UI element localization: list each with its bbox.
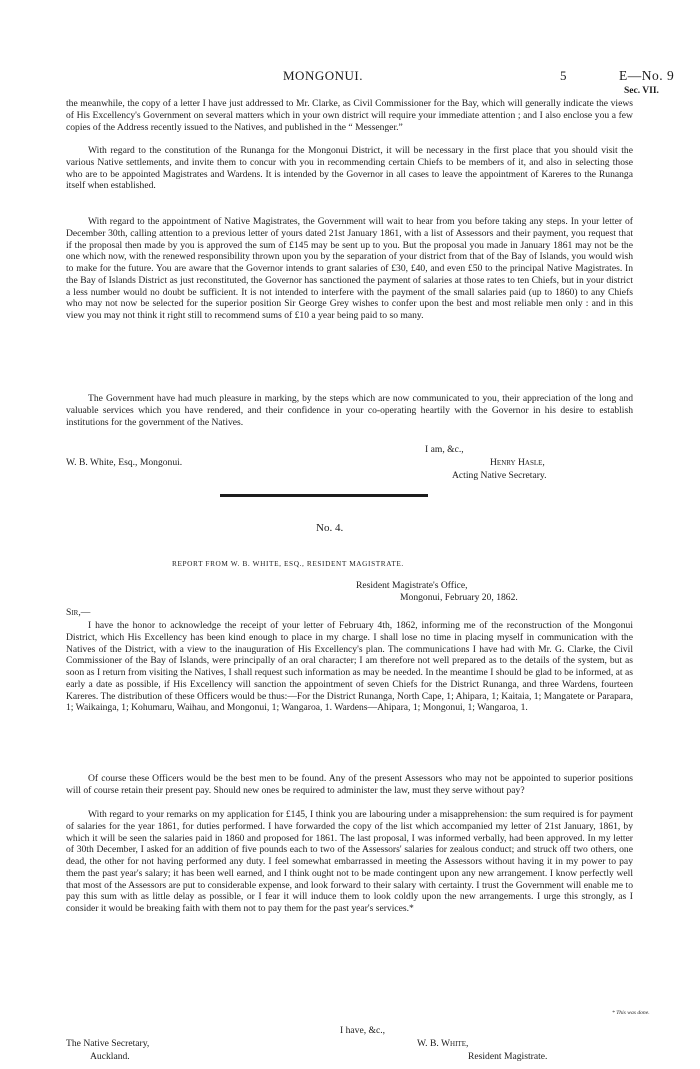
page-title: MONGONUI. <box>283 68 363 83</box>
page-number: 5 <box>560 68 567 83</box>
letter3-paragraph-3: With regard to the appointment of Native Magistrates, the Government will wait to hear from you before taking any steps. In your letter of December 30th, calling attention to a previous letter of yours dated 21st January 1861, with a list of Assessors and their payment, you request that if the proposal then made by you is approved the sum of £145 may be sent up to you. But the proposal you made in January 1861 may not be the one which now, with the renewed responsibility thrown upon you by the separation of your district from that of the Bay of Islands, you would wish to make for the future. You are aware that the Governor intends to grant salaries of £30, £40, and even £50 to the principal Native Magistrates. In the Bay of Islands District as just reconstituted, the Governor has sanctioned the payment of salaries at those rates to ten Chiefs, but in your district a less number would no doubt be sufficient. It is not intended to interfere with the payment of the small salaries paid (up to 1860) to any Chiefs who may not now be selected for the superior position Sir George Grey wishes to confer upon the best and most reliable men only : and in this view you may not think it right still to recommend sums of £10 a year being paid to so many. <box>66 216 633 321</box>
letter3-addressee: W. B. White, Esq., Mongonui. <box>66 457 183 468</box>
section-divider <box>220 494 428 497</box>
letter4-signatory: W. B. White, <box>417 1038 469 1049</box>
footnote: * This was done. <box>612 1010 650 1016</box>
letter4-office: Resident Magistrate's Office, <box>356 580 468 591</box>
letter3-paragraph-4: The Government have had much pleasure in marking, by the steps which are now communicated to you, their appreciation of the long and valuable services which you have rendered, and their confidence in your co-operating heartily with the Governor in his desire to establish institutions for the government of the Natives. <box>66 393 633 428</box>
document-code: E—No. 9 <box>619 68 675 83</box>
letter4-title: REPORT FROM W. B. WHITE, ESQ., RESIDENT MAGISTRATE. <box>172 559 404 568</box>
letter4-heading: No. 4. <box>316 522 344 534</box>
letter4-recipient-city: Auckland. <box>90 1051 130 1062</box>
letter3-signatory: Henry Hasle, <box>490 457 545 468</box>
letter3-paragraph-2: With regard to the constitution of the Runanga for the Mongonui District, it will be necessary in the first place that you should visit the various Native settlements, and invite them to concur with you in recommending certain Chiefs to be members of it, and also in selecting those who are to be appointed Magistrates and Wardens. It is intended by the Governor in all cases to leave the appointment of Kareres to the Runanga itself when established. <box>66 145 633 192</box>
letter4-closing: I have, &c., <box>340 1025 386 1036</box>
letter3-paragraph-1: the meanwhile, the copy of a letter I have just addressed to Mr. Clarke, as Civil Commissioner for the Bay, which will generally indicate the views of His Excellency's Government on several matters which in your own district will require your immediate attention ; and I also enclose you a few copies of the Address recently issued to the Natives, and published in the “ Messenger.” <box>66 98 633 133</box>
section-label: Sec. VII. <box>624 86 659 96</box>
letter4-recipient: The Native Secretary, <box>66 1038 150 1049</box>
letter4-paragraph-2: Of course these Officers would be the best men to be found. Any of the present Assessors who may not be appointed to superior positions will of course retain their present pay. Should new ones be required to administer the law, must they serve without pay? <box>66 773 633 796</box>
letter4-paragraph-3: With regard to your remarks on my application for £145, I think you are labouring under a misapprehension: the sum required is for payment of salaries for the year 1861, for duties performed. I have forwarded the copy of the list which accompanied my letter of 21st January, 1861, by which it will be seen the salaries paid in 1860 and proposed for 1861. The last proposal, I was informed verbally, had been approved. In my letter of 30th December, I asked for an addition of five pounds each to two of the Assessors' salaries for zealous conduct; and struck off two others, one dead, the other for not having performed any duty. I feel somewhat embarrassed in meeting the Assessors without having it in my power to pay them the past year's salary; it has been well earned, and I think ought not to be made contingent upon any new arrangement. I know perfectly well that most of the Assessors are put to considerable expense, and look forward to their salary with certainty. I trust the Government will enable me to pay this sum with as little delay as possible, or I fear it will induce them to look coldly upon the new arrangements. I urge this strongly, as I consider it would be breaking faith with them not to pay them for the past year's services.* <box>66 809 633 914</box>
letter3-signatory-title: Acting Native Secretary. <box>452 470 547 481</box>
letter4-salutation: Sir,— <box>66 607 91 618</box>
letter4-place-date: Mongonui, February 20, 1862. <box>400 592 518 603</box>
letter4-paragraph-1: I have the honor to acknowledge the receipt of your letter of February 4th, 1862, informing me of the reconstruction of the Mongonui District, which His Excellency has been kind enough to place in my charge. I shall lose no time in placing myself in communication with the Natives of the District, with a view to the inauguration of His Excellency's plan. The communications I have had with Mr. G. Clarke, the Civil Commissioner of the Bay of Islands, were principally of an oral character; I am therefore not well prepared as to the details of the system, but as soon as I return from visiting the Natives, I shall request such information as may be needed. In the meantime I should be glad to be informed, at as early a date as possible, if His Excellency will sanction the appointment of seven Chiefs for the District Runanga, and three Wardens, fourteen Kareres. The distribution of these Officers would be thus:—For the District Runanga, North Cape, 1; Ahipara, 1; Kaitaia, 1; Mangatete or Parapara, 1; Waikainga, 1; Kohumaru, Waihau, and Mongonui, 1; Wangaroa, 1. Wardens—Ahipara, 1; Mongonui, 1; Wangaroa, 1. <box>66 620 633 714</box>
letter3-closing: I am, &c., <box>425 444 464 455</box>
letter4-signatory-title: Resident Magistrate. <box>468 1051 548 1062</box>
